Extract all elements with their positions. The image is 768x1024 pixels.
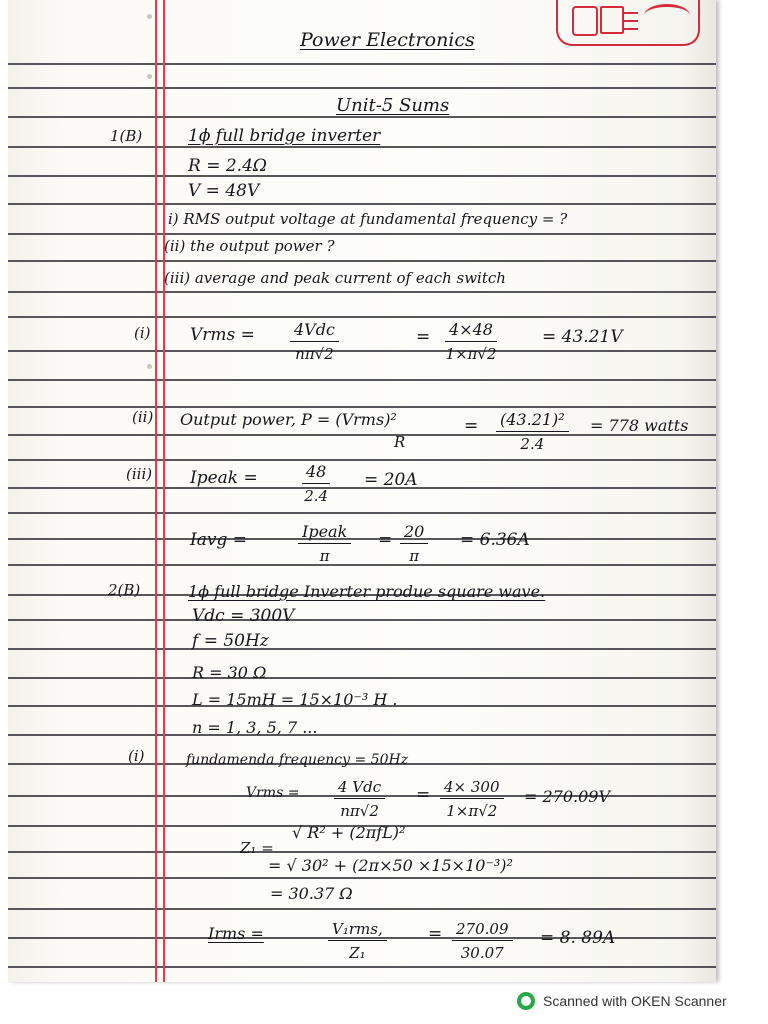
given-item: R = 30 Ω xyxy=(192,663,267,682)
fraction: $\frac{48}{2.4}$ xyxy=(302,462,330,506)
equation-lhs: Iavg = xyxy=(190,530,247,550)
part-label: (i) xyxy=(134,324,151,342)
punch-hole xyxy=(147,74,152,79)
scanner-watermark xyxy=(517,991,727,1011)
given-voltage: V = 48V xyxy=(188,181,260,201)
ask-item: (iii) average and peak current of each switch xyxy=(164,269,506,287)
equation-lhs: Vrms = xyxy=(246,785,300,801)
ruled-line xyxy=(8,908,716,910)
ruled-line xyxy=(8,564,716,566)
equation-lhs: Irms = xyxy=(208,924,264,943)
equation-lhs: Ipeak = xyxy=(190,468,258,488)
equals-sign: = xyxy=(416,327,431,347)
ruled-line xyxy=(8,512,716,514)
result: = 778 watts xyxy=(590,416,689,435)
ruled-line xyxy=(8,734,716,736)
fraction: $\frac{4\times 300}{1\times\pi√2}$ xyxy=(440,777,504,821)
given-item: Vdc = 300V xyxy=(192,606,295,626)
ruled-line xyxy=(8,116,716,118)
result: = 20A xyxy=(364,470,418,490)
given-item: f = 50Hz xyxy=(192,631,269,651)
question-label: 1(B) xyxy=(110,127,143,145)
fraction: $\frac{4\times 48}{1\times\pi√2}$ xyxy=(445,320,497,363)
result: = 43.21V xyxy=(542,327,623,347)
notebook-page xyxy=(8,0,716,982)
ruled-line xyxy=(8,291,716,293)
result: = 270.09V xyxy=(524,787,611,806)
ruled-line xyxy=(8,63,716,65)
ruled-line xyxy=(8,851,716,853)
scanner-text: Scanned with OKEN Scanner xyxy=(543,993,727,1009)
ruled-line xyxy=(8,316,716,318)
ruled-line xyxy=(8,175,716,177)
given-item: L = 15mH = 15×10⁻³ H . xyxy=(192,690,398,709)
ruled-line xyxy=(8,406,716,408)
ruled-line xyxy=(8,379,716,381)
punch-hole xyxy=(147,14,152,19)
ruled-line xyxy=(8,538,716,540)
equals-sign: = xyxy=(428,924,443,944)
margin-line-right xyxy=(163,0,165,982)
notebook-logo xyxy=(556,0,700,46)
impedance-result: = 30.37 Ω xyxy=(270,884,353,903)
fraction: V₁rms, Z₁ xyxy=(328,919,387,963)
ruled-line xyxy=(8,487,716,489)
fraction: 4Vdc nπ√2 xyxy=(290,320,339,364)
question-statement: 1ϕ full bridge inverter xyxy=(188,126,381,146)
result: = 6.36A xyxy=(460,530,530,550)
fraction: $\frac{270.09}{30.07}$ xyxy=(452,919,513,963)
ruled-line xyxy=(8,203,716,205)
fraction: Ipeak π xyxy=(298,522,351,566)
equals-sign: = xyxy=(378,530,393,550)
ruled-line xyxy=(8,260,716,262)
fraction: $\frac{20}{\pi}$ xyxy=(400,522,428,566)
ask-item: (ii) the output power ? xyxy=(164,237,335,255)
scanner-logo-icon xyxy=(517,992,535,1010)
ruled-line xyxy=(8,966,716,968)
question-statement: 1ϕ full bridge Inverter produe square wave. xyxy=(188,582,546,601)
ruled-line xyxy=(8,677,716,679)
denominator: R xyxy=(394,433,406,451)
equation-lhs: Vrms = xyxy=(190,325,255,345)
question-label: 2(B) xyxy=(108,581,141,599)
page-title: Power Electronics xyxy=(300,29,475,51)
fraction: 4 Vdc nπ√2 xyxy=(334,777,385,821)
ruled-line xyxy=(8,648,716,650)
ruled-line xyxy=(8,350,716,352)
fraction: $\frac{\text{(43.21)²}}{2.4}$ xyxy=(496,410,569,454)
ruled-line xyxy=(8,87,716,89)
equation-lhs: Output power, P = (Vrms)² xyxy=(180,410,397,429)
given-item: n = 1, 3, 5, 7 ... xyxy=(192,718,318,737)
result: = 8. 89A xyxy=(540,928,616,948)
equals-sign: = xyxy=(416,785,431,805)
note-text: fundamenda frequency = 50Hz xyxy=(186,752,409,768)
impedance-substitution: = √ 30² + (2π×50 ×15×10⁻³)² xyxy=(268,856,513,875)
impedance-formula: √ R² + (2πfL)² xyxy=(292,823,406,842)
punch-hole xyxy=(147,364,152,369)
part-label: (iii) xyxy=(126,465,153,483)
ruled-line xyxy=(8,146,716,148)
equals-sign: = xyxy=(464,416,479,436)
ask-item: i) RMS output voltage at fundamental frequency = ? xyxy=(168,210,568,228)
ruled-line xyxy=(8,233,716,235)
ruled-line xyxy=(8,877,716,879)
part-label: (i) xyxy=(128,747,145,765)
margin-line-left xyxy=(155,0,157,982)
ruled-line xyxy=(8,459,716,461)
equation-lhs: Z₁ = xyxy=(240,839,274,857)
ruled-line xyxy=(8,619,716,621)
part-label: (ii) xyxy=(132,408,154,426)
given-resistance: R = 2.4Ω xyxy=(188,156,267,176)
unit-subtitle: Unit-5 Sums xyxy=(336,95,450,116)
